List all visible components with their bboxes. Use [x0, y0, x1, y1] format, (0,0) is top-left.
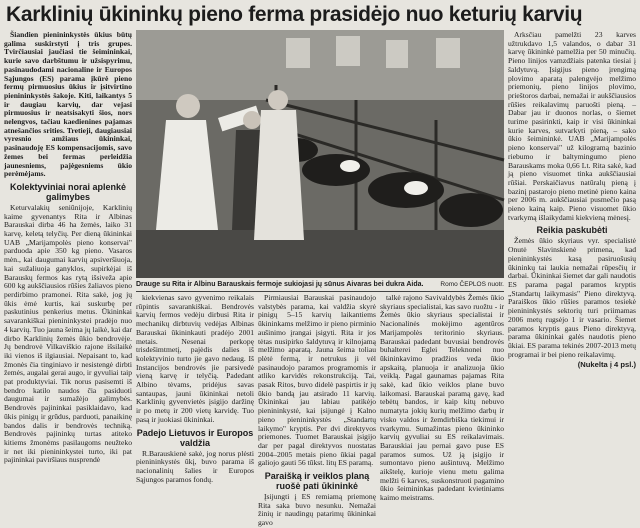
subhead-application: Paraišką ir veiklos planą ruošė pati ūkininkė [264, 471, 370, 492]
column-2 [136, 293, 254, 484]
photo-caption [136, 279, 504, 292]
body-text: Arksčiau pamelžti 23 karves užtrukdavo 1,5 valandos, o dabar 31 karvę ūkininkė pamelžia per 50 minučių. Pieno linijos vamzdžiais patenka tiesiai į šaldytuvą. Įsigijus pieno įrengimą plovimo aparatą palengvėjo melžimo priemonių, pieno linijos plovimo, prieštoros darbai, nemažai ir aukščiausios rūšies reikalavimų paruošti pieną. – Dabar jau ir duonos norlas, o šiemet turime pasirinkti, kaip ir visi ūkininkai kurie karves, sutvarkyti pieną, – sako ūkio šeimininkė. UAB „Marijampolės pieno konservai" už kilogramą bazinio riebumo ir baltymingumo pieno Barauskams moka 0,66 Lt. Rita sakė, kad ją pieno visuomet tinka aukščiausiai rūšiai. Perskaičiavus natūralų pieną į bazinį pastarojo pieno metinė pieno kaina per 2006 m. aukščiausiai pusmečio pasą pieno kainą kaip. Pieno visuomet ūkio tvarkymą išlaikydami kiekvieną mėnesį. [508, 30, 636, 222]
column-1 [4, 31, 132, 477]
body-text: Pirmiausiai Barauskai pasinaudojo valstybės parama, kai valdžia skyrė pinigų 5–15 karvių laikantiems ūkininkams melžimo ir pieno pirminio aušinimo įrangai įsigyti. Rita ir jos tėtas nusipirko šaldytuvą ir kilnojamą melžimo aparatą. Jauna šeima toliau plėtė fermą, ir netrukus ji vėl pasinaudojo paramos programomis ir atliko karvidės rekonstrukciją. Tai, pasak Ritos, buvo didelė paspirtis ir jų ūkio bandą jau atsirado 11 karvių. Ūkininkai jau labiau patikėjo pienininkystė, kai įsijungė į Kalno pieno pienininkystės „Standartų laikymo" kryptis. Per dvi direktyvos priemones. Tuomet Barauskai įsigijo dar per pagal direktyvos nuostatas 2004–2005 metais pieno ūkiai pagal galiojo gauti 56 tūkst. litų ES paramą. [258, 293, 376, 468]
photo-credit: Romo ČEPLOS nuotr. [440, 281, 504, 288]
body-text: Keturvalakių seniūnijoje, Karklinių kaime gyvenantys Rita ir Albinas Barauskai dirba 46 ha žemės, laiko 31 karvę, keletą telyčių. Per dieną ūkininkai UAB „Marijampolės pieno konservai" parduoda apie 350 kg pieno. Vasaros mėn., kai daugumai karvių apsiveršiuoja, kai sužaliuoja ganyklos, supirkėjai iš Barauskų fermos kas rytą išsiveža apie 600 kg aukščiausios rūšies žaliavos pieno perdirbimo pramonei. Rita sakė, jog jų ūkis ėmė kurtis, kai suskurbę per paskutinius penkerius metus. Ūkininkai savarankiškai pienininkystei pradėjo nuo 4 karvių. Tuo jauna šeima jų laikė, kai dar dirbo Karklinių žemės ūkio bendrovėje. Jų bendrovė Vilkaviškio rajone išsilaikė iki vienos iš ilgiausiai. Nepaisant to, kad žmonės čia tinginiavo ir nesistengė dirbti žemės, augalai gerai augo, ir gyvuliai taip pat produktyviai. Tik norus pasisemti iš bendro katilo naudos čia pasiduoti daugumai ir sumažėjo galimybės. Bendrovės pajininkai pasiklaidavo, kad ūkis pinigų ir grūdus, parduoti, panaikinę bandos dalis ir bendrovės techniką. Bendrovės pajininkų turtas atiteko kitiems žmonėms pasilaugoms neužteko ir net iki pienininkystei turto, iki pat pajininkai paviršiaus nusprendė [4, 202, 132, 465]
body-text: R.Barauskienė sakė, jog norus plėsti pienininkystės ūkį, buvo parama iš nacionalinių šalies ir Europos Sąjungos paramos fondų. [136, 448, 254, 484]
column-3 [258, 293, 376, 528]
subhead-hurry: Reikia paskubėti [536, 225, 608, 236]
farm-photo [136, 30, 504, 278]
column-5 [508, 31, 636, 477]
body-text: Įsijungti į ES remiamą priemonę Rita saka buvo nesunku. Nemažai žinių ir naudingų patarimų ūkininkai gavo [258, 492, 376, 528]
subhead-government: Padejo Lietuvos ir Europos valdžia [136, 427, 254, 448]
body-text: kiekvienas savo gyvenimo reikalais rūpintis savarankiškai. Bendrovės karvių fermos vedėju dirbusi Rita ir mechanikų dirbtuvių vedėjas Albinas Barauskai ūkininkauti pradėjo 2001 metais. Nesenai perkopę trisdešimtmetį, pajėdis dalies iš kolektyvinio turto jie gavo nedaug. Iš Instancijos bendrovės jie parsivedė vieną karvę ir telyčią. Padedant Albino tėvams, pridėjus savas santaupas, jauni ūkininkai netoli Karklinių gyvenvietės įsigijo daržinę ir po metų ir 200 vietų karvidę. Tuo pasą ir juokiasi ūkininkai. [136, 293, 254, 424]
caption-text: Drauge su Rita ir Albinu Barauskais fermoje sukiojasi jų sūnus Aivaras bei dukra Aida. [136, 281, 424, 288]
continued-note: (Nukelta į 4 psl.) [577, 360, 636, 370]
lead-paragraph: Šiandien pienininkystės ūkius būtų galima suskirstyti į tris grupes. Tvirčiausiai jaučiasi tie šeimininkai, kurie savo darbštumu ir užsispyrimu, pasinaudodami nacionaline ir Europos Sąjungos (ES) parama įkūrė pieno fermų pirmuosius ūkius ir įsitvirtino pienininkystės šakoje. Kiti, laikantys 5 ir daugiau karvių, dar vejasi pirmuosius ir neatsisakyti šios, nors nelengvos, tačiau kaedienines pajamas atnešančios srities. Tretieji, daugiausiai vyresnio amžiaus ūkininkai, pasinaudoję ES kompensacijomis, savo žemes bei fermas perleidžia jaunesniems, pajėgesniems ūkio perėmėjams. [4, 30, 132, 179]
body-text: Žemės ūkio skyriaus vyr. specialistė Onutė Slavinskienė primena, kad pienininkystės kasą pasiruošusių ūkininkų tai laukia nemažai rūpesčių ir darbai. Ūkininkai šiemet dar gali naudotis ES parama pagal paramos kryptis „Standartų laikymasis" Pieno direktyvą. Paraiškos ūkio rūšies paramos tesiekė pienininkystės sektorių turi priimamas 2006 metų rugsėjo 1 ir vasario. Šiemet paramos kryptis gaus Pieno direktyvą, parama ūkininkai galės naudotis pieno ūkiai. ES parama tekinės 2007-2013 metų programai ir bei pieno reikalavimų. [508, 236, 636, 359]
column-4 [380, 293, 504, 503]
headline: Karklinių ūkininkų pieno ferma prasidėjo nuo keturių karvių [6, 3, 583, 26]
farm-photo-image [136, 30, 504, 278]
subhead-collective: Kolektyviniai norai aplenkė galimybes [9, 181, 127, 202]
body-text: talkė rajono Savivaldybės Žemės ūkio skyriaus specialistai, kas savo ruožtu - ir Žemės ūkio skyriaus specialistai ir Nacionalinės mokėjimo agentūros Marijampolės teritorinio skyriaus. Barauskai padedant buvusiai bendrovės buhalterei Eglei Teleknonei nuo ūkininkavimo pradžios veda ūkio apskaitą, planuoja ir analizuoja ūkio veiklą. Pagal gaunamas pajamas Rita sakė, kad ūkio veiklos plane buvo laikomasi. Barauskai paramą gavę, kad tebėtų bandos, ir kaip kitų nebuvo numatyta jokių kurių melžimo darbų ir visko valdos ir žemdirbiška tiekimui ir tvarkymu. Sumažintas pieno ūkininko karvių gyvuliai su ES reikalavimais. Barauskiai jau pernai gavo puse ES paramos sumos. Už ją įsigijo ir sumontavo pieno aušintuvą. Melžimo aikštelę, kurioje vienu metu galima melžti 6 karves, suskonstruoti pagamino ūkio šeimininkas padedant kvietiniams kaimo meistrams. [380, 293, 504, 503]
